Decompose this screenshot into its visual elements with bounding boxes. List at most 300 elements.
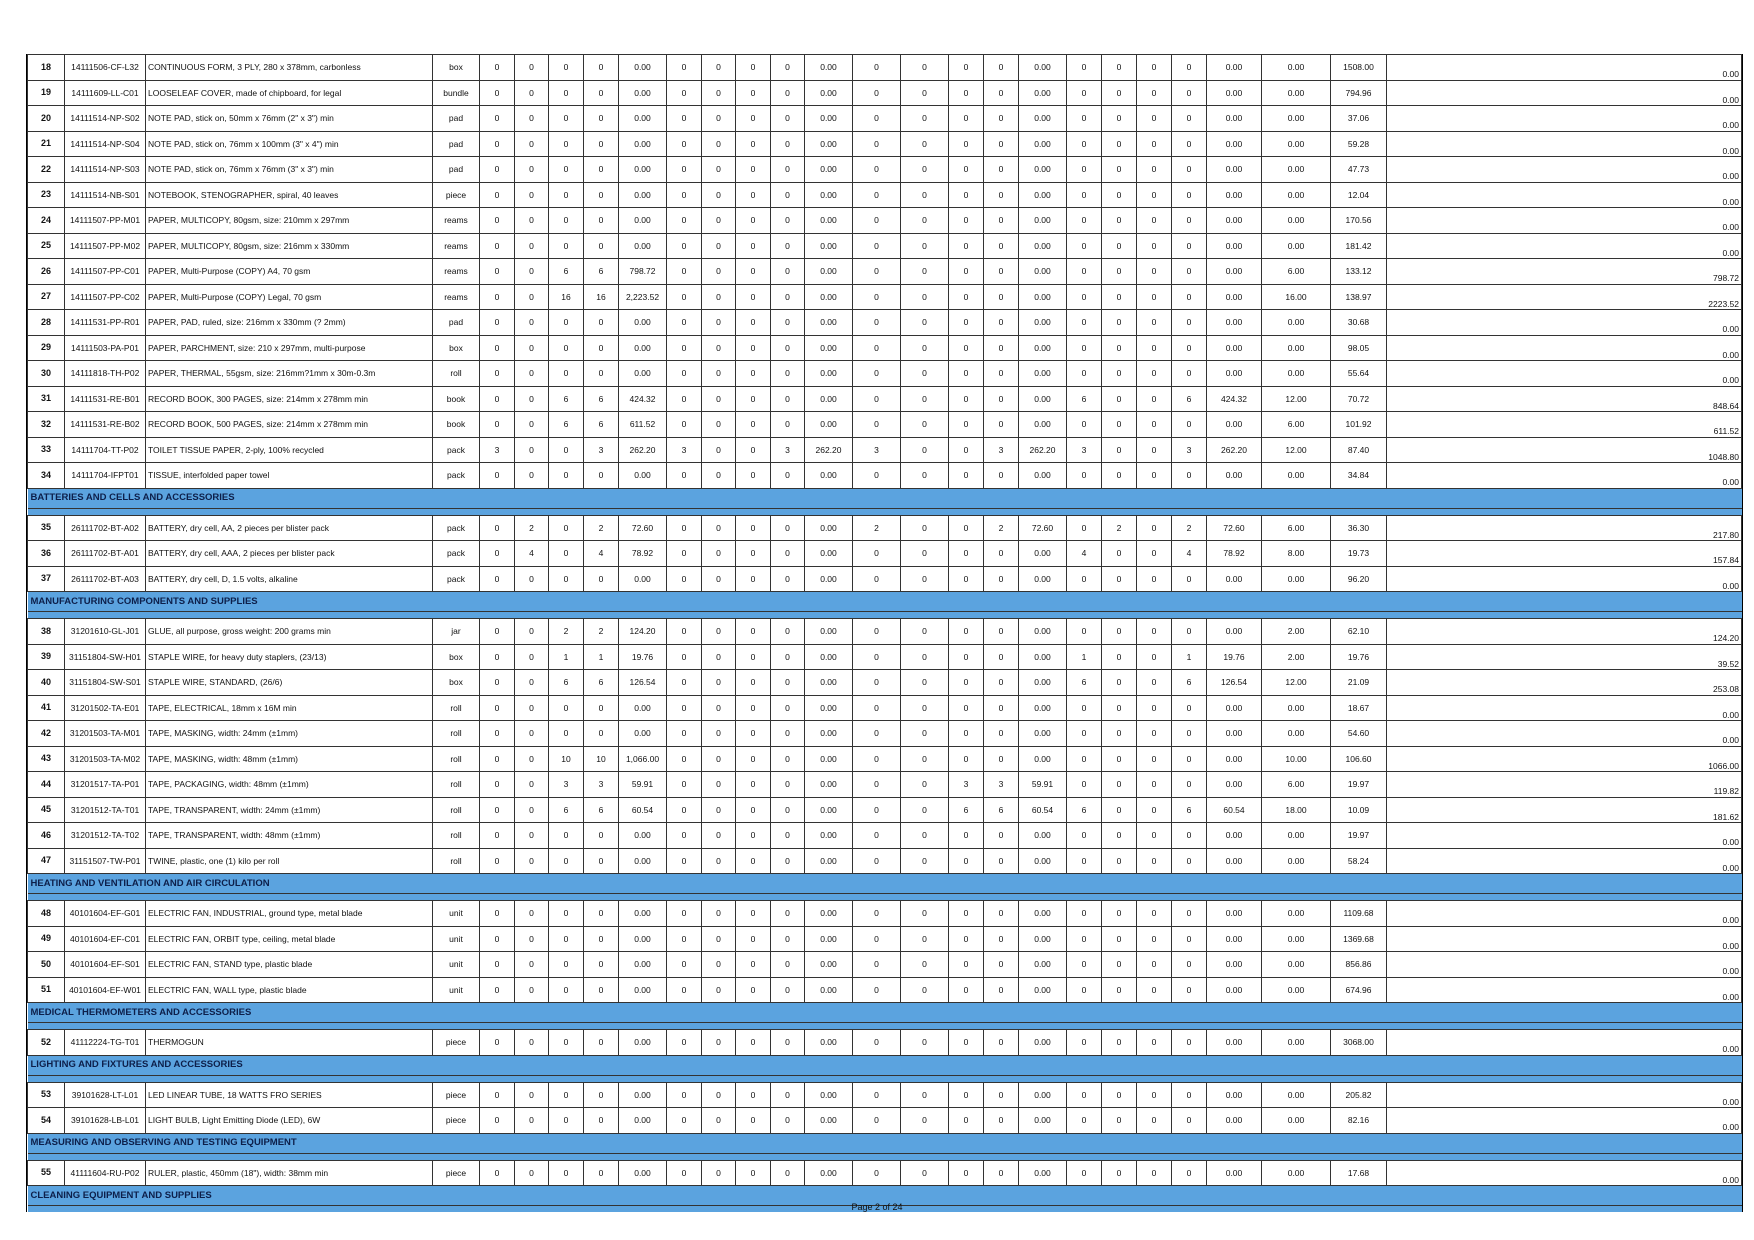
total-amount: 0.00 <box>1387 182 1742 208</box>
table-cell: 0.00 <box>1207 566 1262 592</box>
item-unit: reams <box>433 259 480 285</box>
table-cell: 0 <box>949 541 984 567</box>
total-amount: 848.64 <box>1387 386 1742 412</box>
table-cell: 0 <box>549 1082 584 1108</box>
table-cell: 0 <box>667 901 702 927</box>
item-code: 14111507-PP-M02 <box>65 233 146 259</box>
table-cell: 0 <box>702 721 736 747</box>
table-cell: 3 <box>549 772 584 798</box>
item-unit: roll <box>433 848 480 874</box>
table-cell: 0 <box>984 952 1019 978</box>
table-cell: 0 <box>771 80 805 106</box>
table-cell: 0 <box>667 1030 702 1056</box>
table-cell: 0 <box>1172 848 1207 874</box>
table-row <box>28 1030 1742 1056</box>
table-cell: 0.00 <box>1262 695 1331 721</box>
table-cell: 205.82 <box>1331 1082 1387 1108</box>
table-cell: 0 <box>949 644 984 670</box>
table-cell: 0 <box>949 670 984 696</box>
table-cell: 0 <box>667 721 702 747</box>
table-cell: 0 <box>771 977 805 1003</box>
table-cell: 0 <box>1137 746 1172 772</box>
table-cell: 0 <box>1172 746 1207 772</box>
table-cell: 0 <box>702 1160 736 1186</box>
table-cell: 0.00 <box>619 463 667 489</box>
table-cell: 0.00 <box>1019 619 1067 645</box>
item-number: 19 <box>28 80 65 106</box>
item-description: ELECTRIC FAN, STAND type, plastic blade <box>146 952 433 978</box>
item-unit: unit <box>433 901 480 927</box>
table-cell: 0 <box>480 1082 515 1108</box>
table-cell: 0 <box>949 182 984 208</box>
table-cell: 0 <box>702 977 736 1003</box>
table-cell: 0 <box>853 848 901 874</box>
table-cell: 0.00 <box>1207 335 1262 361</box>
table-cell: 0 <box>1102 1082 1137 1108</box>
table-cell: 0 <box>771 131 805 157</box>
table-cell: 0 <box>1137 437 1172 463</box>
item-code: 31201503-TA-M01 <box>65 721 146 747</box>
table-cell: 0 <box>515 566 549 592</box>
category-header-row <box>28 874 1742 894</box>
table-cell: 0 <box>984 926 1019 952</box>
table-cell: 0 <box>853 823 901 849</box>
total-amount: 0.00 <box>1387 208 1742 234</box>
table-cell: 0 <box>549 977 584 1003</box>
table-cell: 0 <box>480 515 515 541</box>
table-cell: 0 <box>702 208 736 234</box>
table-cell: 0.00 <box>1207 412 1262 438</box>
item-unit: roll <box>433 721 480 747</box>
table-cell: 0 <box>984 619 1019 645</box>
table-cell: 0 <box>667 952 702 978</box>
table-cell: 0 <box>771 386 805 412</box>
category-header-row <box>28 488 1742 508</box>
item-number: 41 <box>28 695 65 721</box>
total-amount: 798.72 <box>1387 259 1742 285</box>
table-cell: 0 <box>1137 80 1172 106</box>
table-cell: 0 <box>1137 106 1172 132</box>
table-cell: 62.10 <box>1331 619 1387 645</box>
table-cell: 0 <box>667 55 702 81</box>
table-cell: 0.00 <box>619 233 667 259</box>
item-number: 38 <box>28 619 65 645</box>
table-cell: 0.00 <box>619 695 667 721</box>
item-number: 34 <box>28 463 65 489</box>
table-cell: 0 <box>984 310 1019 336</box>
table-cell: 0 <box>901 182 949 208</box>
table-cell: 0 <box>901 1160 949 1186</box>
item-code: 14111514-NP-S02 <box>65 106 146 132</box>
item-code: 31201517-TA-P01 <box>65 772 146 798</box>
table-cell: 87.40 <box>1331 437 1387 463</box>
table-cell: 0 <box>984 823 1019 849</box>
table-cell: 0 <box>702 182 736 208</box>
table-cell: 0.00 <box>1207 926 1262 952</box>
table-cell: 0 <box>1172 182 1207 208</box>
table-cell: 0 <box>667 695 702 721</box>
table-cell: 0.00 <box>1262 157 1331 183</box>
table-cell: 0 <box>771 926 805 952</box>
table-cell: 0 <box>702 797 736 823</box>
table-cell: 0 <box>480 1030 515 1056</box>
item-description: PAPER, PARCHMENT, size: 210 x 297mm, multi-purpose <box>146 335 433 361</box>
table-cell: 0.00 <box>1262 1030 1331 1056</box>
table-cell: 0 <box>515 644 549 670</box>
table-cell: 0 <box>771 797 805 823</box>
table-cell: 424.32 <box>619 386 667 412</box>
table-cell: 0 <box>949 619 984 645</box>
table-cell: 0 <box>667 926 702 952</box>
item-code: 31201503-TA-M02 <box>65 746 146 772</box>
table-cell: 0.00 <box>619 1030 667 1056</box>
table-cell: 0 <box>771 335 805 361</box>
table-row <box>28 926 1742 952</box>
table-cell: 0 <box>736 515 771 541</box>
table-row <box>28 797 1742 823</box>
item-number: 37 <box>28 566 65 592</box>
table-cell: 0 <box>702 310 736 336</box>
category-label: LIGHTING AND FIXTURES AND ACCESSORIES <box>28 1055 1742 1075</box>
table-row <box>28 437 1742 463</box>
table-cell: 0.00 <box>805 106 853 132</box>
table-cell: 0 <box>584 55 619 81</box>
table-cell: 0 <box>1137 566 1172 592</box>
table-cell: 0 <box>736 157 771 183</box>
table-cell: 0.00 <box>1019 541 1067 567</box>
table-cell: 1 <box>549 644 584 670</box>
item-unit: roll <box>433 772 480 798</box>
table-cell: 0 <box>667 412 702 438</box>
table-cell: 60.54 <box>619 797 667 823</box>
table-cell: 0 <box>1102 541 1137 567</box>
table-cell: 0 <box>1172 952 1207 978</box>
table-cell: 6 <box>549 412 584 438</box>
table-cell: 0 <box>1102 772 1137 798</box>
table-cell: 0 <box>1067 772 1102 798</box>
table-cell: 0 <box>984 848 1019 874</box>
table-cell: 0 <box>984 182 1019 208</box>
table-cell: 0 <box>480 746 515 772</box>
table-cell: 0 <box>667 208 702 234</box>
table-cell: 0 <box>949 208 984 234</box>
item-description: TAPE, MASKING, width: 48mm (±1mm) <box>146 746 433 772</box>
table-cell: 0 <box>702 131 736 157</box>
table-cell: 0 <box>853 901 901 927</box>
table-cell: 3 <box>1172 437 1207 463</box>
table-cell: 0 <box>1137 1108 1172 1134</box>
table-cell: 0 <box>480 182 515 208</box>
table-cell: 0 <box>549 1030 584 1056</box>
table-cell: 6 <box>549 670 584 696</box>
total-amount: 0.00 <box>1387 926 1742 952</box>
category-spacer <box>28 894 1742 901</box>
table-cell: 0 <box>480 284 515 310</box>
table-cell: 0 <box>667 977 702 1003</box>
table-cell: 0 <box>549 361 584 387</box>
table-cell: 0.00 <box>805 233 853 259</box>
item-unit: box <box>433 335 480 361</box>
total-amount: 0.00 <box>1387 361 1742 387</box>
table-cell: 0 <box>667 463 702 489</box>
table-cell: 0.00 <box>805 1082 853 1108</box>
table-cell: 0.00 <box>1262 463 1331 489</box>
table-cell: 0 <box>1102 437 1137 463</box>
table-cell: 0 <box>480 721 515 747</box>
item-unit: roll <box>433 746 480 772</box>
table-cell: 0.00 <box>1207 848 1262 874</box>
item-code: 31151804-SW-S01 <box>65 670 146 696</box>
table-cell: 0.00 <box>1207 106 1262 132</box>
table-cell: 6 <box>584 797 619 823</box>
item-number: 43 <box>28 746 65 772</box>
table-cell: 0 <box>984 386 1019 412</box>
table-cell: 0 <box>771 1160 805 1186</box>
table-cell: 674.96 <box>1331 977 1387 1003</box>
table-cell: 0 <box>853 284 901 310</box>
table-cell: 36.30 <box>1331 515 1387 541</box>
table-cell: 0 <box>984 1160 1019 1186</box>
item-code: 26111702-BT-A03 <box>65 566 146 592</box>
table-cell: 0 <box>1067 1082 1102 1108</box>
category-spacer <box>28 612 1742 619</box>
table-cell: 0 <box>480 619 515 645</box>
table-cell: 0 <box>1172 695 1207 721</box>
table-cell: 47.73 <box>1331 157 1387 183</box>
item-number: 42 <box>28 721 65 747</box>
table-row <box>28 644 1742 670</box>
table-cell: 0 <box>771 259 805 285</box>
table-cell: 30.68 <box>1331 310 1387 336</box>
table-cell: 0.00 <box>619 55 667 81</box>
table-cell: 0 <box>736 541 771 567</box>
table-cell: 0.00 <box>619 721 667 747</box>
table-cell: 0 <box>1067 1160 1102 1186</box>
table-row <box>28 848 1742 874</box>
total-amount: 0.00 <box>1387 823 1742 849</box>
table-cell: 0 <box>667 284 702 310</box>
table-cell: 1,066.00 <box>619 746 667 772</box>
table-cell: 0 <box>901 259 949 285</box>
item-unit: roll <box>433 797 480 823</box>
table-cell: 0 <box>1172 208 1207 234</box>
item-unit: book <box>433 412 480 438</box>
table-cell: 0 <box>1067 463 1102 489</box>
table-cell: 0 <box>853 259 901 285</box>
table-cell: 0.00 <box>1019 901 1067 927</box>
table-cell: 0 <box>1102 284 1137 310</box>
table-cell: 0 <box>771 644 805 670</box>
table-cell: 0 <box>853 233 901 259</box>
table-cell: 0.00 <box>619 131 667 157</box>
table-cell: 0 <box>549 515 584 541</box>
table-row <box>28 131 1742 157</box>
table-cell: 0 <box>1137 848 1172 874</box>
table-cell: 0 <box>584 848 619 874</box>
table-cell: 12.04 <box>1331 182 1387 208</box>
table-cell: 0 <box>771 412 805 438</box>
table-cell: 794.96 <box>1331 80 1387 106</box>
total-amount: 1066.00 <box>1387 746 1742 772</box>
item-number: 55 <box>28 1160 65 1186</box>
table-cell: 0 <box>1137 695 1172 721</box>
table-cell: 0 <box>1137 182 1172 208</box>
table-row <box>28 695 1742 721</box>
table-cell: 0 <box>515 437 549 463</box>
table-cell: 0 <box>901 335 949 361</box>
table-cell: 0 <box>549 335 584 361</box>
table-cell: 0 <box>736 361 771 387</box>
total-amount: 119.82 <box>1387 772 1742 798</box>
item-description: THERMOGUN <box>146 1030 433 1056</box>
table-row <box>28 182 1742 208</box>
table-cell: 0.00 <box>1262 361 1331 387</box>
table-cell: 0 <box>736 695 771 721</box>
table-cell: 856.86 <box>1331 952 1387 978</box>
table-cell: 0 <box>549 695 584 721</box>
table-cell: 6 <box>549 259 584 285</box>
table-cell: 0 <box>1137 515 1172 541</box>
table-cell: 0 <box>1137 1160 1172 1186</box>
table-cell: 0 <box>480 386 515 412</box>
item-number: 45 <box>28 797 65 823</box>
table-cell: 0 <box>1102 695 1137 721</box>
table-cell: 19.73 <box>1331 541 1387 567</box>
item-unit: book <box>433 386 480 412</box>
item-description: BATTERY, dry cell, D, 1.5 volts, alkaline <box>146 566 433 592</box>
table-cell: 0 <box>736 823 771 849</box>
table-cell: 0 <box>702 233 736 259</box>
item-number: 31 <box>28 386 65 412</box>
item-number: 48 <box>28 901 65 927</box>
table-cell: 2 <box>984 515 1019 541</box>
table-cell: 10.00 <box>1262 746 1331 772</box>
table-cell: 0 <box>853 157 901 183</box>
table-cell: 0 <box>515 412 549 438</box>
table-cell: 0 <box>984 463 1019 489</box>
item-code: 31201512-TA-T02 <box>65 823 146 849</box>
item-code: 41112224-TG-T01 <box>65 1030 146 1056</box>
table-cell: 0 <box>584 361 619 387</box>
table-cell: 0 <box>549 55 584 81</box>
table-cell: 0 <box>853 670 901 696</box>
item-unit: piece <box>433 1108 480 1134</box>
item-number: 35 <box>28 515 65 541</box>
table-cell: 12.00 <box>1262 386 1331 412</box>
table-cell: 0 <box>702 566 736 592</box>
table-cell: 0 <box>771 1030 805 1056</box>
table-cell: 0 <box>984 746 1019 772</box>
table-cell: 0 <box>1067 977 1102 1003</box>
table-cell: 138.97 <box>1331 284 1387 310</box>
table-cell: 0 <box>1067 361 1102 387</box>
table-cell: 0 <box>853 335 901 361</box>
table-cell: 0 <box>1067 55 1102 81</box>
total-amount: 253.08 <box>1387 670 1742 696</box>
table-cell: 0.00 <box>805 1108 853 1134</box>
table-cell: 0 <box>949 131 984 157</box>
table-cell: 0.00 <box>619 310 667 336</box>
table-cell: 0 <box>515 926 549 952</box>
table-row <box>28 208 1742 234</box>
table-cell: 0 <box>901 1030 949 1056</box>
table-cell: 0.00 <box>1019 131 1067 157</box>
table-cell: 0 <box>736 1108 771 1134</box>
table-cell: 6 <box>1067 797 1102 823</box>
table-cell: 0 <box>1102 1160 1137 1186</box>
table-cell: 0 <box>1172 1108 1207 1134</box>
table-cell: 0 <box>949 335 984 361</box>
total-amount: 0.00 <box>1387 848 1742 874</box>
table-cell: 10 <box>584 746 619 772</box>
table-cell: 0 <box>1137 541 1172 567</box>
table-cell: 0 <box>1172 721 1207 747</box>
table-cell: 0 <box>1067 1108 1102 1134</box>
table-cell: 0 <box>702 1030 736 1056</box>
table-cell: 10.09 <box>1331 797 1387 823</box>
table-cell: 0 <box>736 310 771 336</box>
table-cell: 0 <box>702 619 736 645</box>
table-cell: 0 <box>736 977 771 1003</box>
item-code: 14111507-PP-C02 <box>65 284 146 310</box>
table-cell: 0 <box>702 80 736 106</box>
table-cell: 0 <box>515 463 549 489</box>
table-cell: 0 <box>549 310 584 336</box>
table-cell: 0.00 <box>1019 463 1067 489</box>
table-cell: 0 <box>853 952 901 978</box>
category-spacer-cell <box>28 1075 1742 1082</box>
item-unit: box <box>433 55 480 81</box>
item-number: 54 <box>28 1108 65 1134</box>
table-cell: 6 <box>1067 670 1102 696</box>
item-description: STAPLE WIRE, for heavy duty staplers, (23/13) <box>146 644 433 670</box>
table-cell: 0 <box>1102 233 1137 259</box>
table-cell: 0 <box>584 952 619 978</box>
table-cell: 0 <box>549 1160 584 1186</box>
table-cell: 0 <box>667 259 702 285</box>
table-cell: 0 <box>1067 823 1102 849</box>
item-description: NOTEBOOK, STENOGRAPHER, spiral, 40 leaves <box>146 182 433 208</box>
table-cell: 0 <box>1067 515 1102 541</box>
table-row <box>28 80 1742 106</box>
table-cell: 0.00 <box>1019 566 1067 592</box>
table-cell: 0 <box>771 233 805 259</box>
table-cell: 4 <box>515 541 549 567</box>
total-amount: 217.80 <box>1387 515 1742 541</box>
table-cell: 0 <box>1172 106 1207 132</box>
item-code: 14111503-PA-P01 <box>65 335 146 361</box>
table-cell: 0 <box>702 1082 736 1108</box>
table-cell: 0.00 <box>805 644 853 670</box>
table-cell: 0 <box>949 566 984 592</box>
table-cell: 0.00 <box>1207 463 1262 489</box>
table-cell: 0.00 <box>619 1082 667 1108</box>
table-row <box>28 386 1742 412</box>
table-cell: 0 <box>901 515 949 541</box>
table-row <box>28 515 1742 541</box>
table-cell: 0 <box>515 1082 549 1108</box>
table-cell: 0 <box>1172 157 1207 183</box>
table-cell: 0 <box>949 695 984 721</box>
table-cell: 0 <box>702 644 736 670</box>
table-cell: 0 <box>853 386 901 412</box>
table-cell: 0 <box>1067 131 1102 157</box>
item-code: 14111531-RE-B02 <box>65 412 146 438</box>
table-cell: 6 <box>949 797 984 823</box>
table-cell: 0.00 <box>805 515 853 541</box>
table-cell: 0 <box>1102 797 1137 823</box>
table-row <box>28 1108 1742 1134</box>
